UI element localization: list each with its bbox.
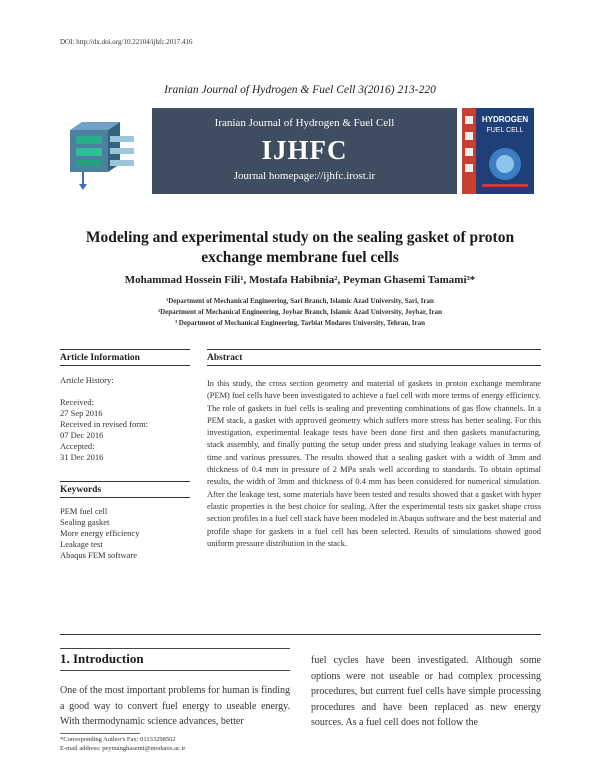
accepted-label: Accepted: (60, 441, 95, 451)
paper-title: Modeling and experimental study on the sealing gasket of proton exchange membrane fuel cells (85, 229, 515, 266)
journal-banner (152, 108, 457, 194)
received-label: Received: (60, 397, 94, 407)
keywords-heading: Keywords (60, 485, 102, 495)
revised-date: 07 Dec 2016 (60, 430, 104, 440)
intro-bottom-rule (60, 670, 290, 671)
keyword-item: Leakage test (60, 539, 103, 549)
email-footnote[interactable]: E-mail address: peymanghasemi@modares.ac.ir (60, 745, 186, 752)
abstract-heading: Abstract (207, 353, 243, 363)
corresponding-author-footnote: *Corresponding Author's Fax: 01133298502 (60, 736, 176, 743)
keyword-item: Sealing gasket (60, 517, 110, 527)
revised-label: Received in revised form: (60, 419, 149, 429)
affiliation-2: ²Department of Mechanical Engineering, Joybar Branch, Islamic Azad University, Joybar, Iran (157, 308, 443, 316)
doi-line[interactable]: DOI: http://dx.doi.org/10.22104/ijhfc.2017.416 (60, 38, 193, 46)
keyword-item: More energy efficiency (60, 528, 140, 538)
article-info-bottom-rule (60, 365, 190, 366)
affiliation-3: ³ Department of Mechanical Engineering, Tarbiat Modares University, Tehran, Iran (174, 319, 426, 327)
journal-name: Iranian Journal of Hydrogen & Fuel Cell (214, 117, 395, 129)
received-date: 27 Sep 2016 (60, 408, 103, 418)
fuel-cell-logo-icon (60, 108, 150, 194)
front-matter-end-rule (60, 634, 541, 635)
journal-abbreviation: IJHFC (261, 135, 348, 165)
article-history-label: Article History: (60, 375, 114, 385)
keyword-item: PEM fuel cell (60, 506, 108, 516)
cover-title-line-1: HYDROGEN (481, 115, 529, 124)
journal-cover-image (462, 108, 534, 194)
introduction-text-right-column: fuel cycles have been investigated. Although some options were not useable or had complex processing procedures, but current fuel cells have simple processing procedures and have been replaced as new energy sources. As a fuel cell does not follow the (311, 655, 541, 728)
journal-logo (60, 108, 150, 194)
introduction-text-left-column: One of the most important problems for human is finding a good way to convert fuel energy to useable energy. With thermodynamic science advances, better (60, 685, 290, 727)
abstract-bottom-rule (207, 365, 541, 366)
journal-citation: Iranian Journal of Hydrogen & Fuel Cell 3(2016) 213-220 (164, 84, 436, 96)
accepted-date: 31 Dec 2016 (60, 452, 104, 462)
journal-homepage-link[interactable]: Journal homepage://ijhfc.irost.ir (233, 170, 376, 182)
intro-top-rule (60, 648, 290, 649)
abstract-text: In this study, the cross section geometry and material of gaskets in proton exchange membrane (PEM) fuel cells have been investigated to achieve a fuel cell with more terms of energy efficiency. The role of gaskets in fuel cells is sealing and preventing combinations of gas flow channels. In a PEM stack, a gasket with approved geometry which suffers more stress has better sealing. For this investigation, experimental leakage tests have been done first and then gaskets manufacturing, stack assembly, and finally putting the setup under press and studying leakage values in terms of time and various pressures. The results showed that a sealing gasket with a width of 3mm and thickness of 0.4 mm in pressure of 2 MPa seals well according to standards. To obtain optimal results, the width of 3mm and thickness of 0.4 mm has been considered for numerical simulation. After the leakage test, some materials have been tested and results showed that a gasket with hyper elastic properties is the best choice for sealing. After the experimental tests six gasket shape cross section profiles in a fuel cell stack have been modeled in Abaqus software and the best material and profile shape for gaskets in a fuel cell has been selected. Results of simulations showed good uniform pressure distribution in the stack. (207, 379, 541, 548)
keywords-bottom-rule (60, 497, 190, 498)
cover-art-icon (462, 108, 534, 194)
footnote-rule (60, 733, 140, 734)
author-list: Mohammad Hossein Fili¹, Mostafa Habibnia², Peyman Ghasemi Tamami³* (124, 274, 476, 286)
cover-title-line-2: FUEL CELL (486, 127, 524, 134)
keyword-item: Abaqus FEM software (60, 550, 137, 560)
article-info-heading: Article Information (60, 353, 140, 363)
affiliation-1: ¹Department of Mechanical Engineering, Sari Branch, Islamic Azad University, Sari, Iran (166, 297, 434, 305)
abstract-top-rule (207, 349, 541, 350)
introduction-heading: 1. Introduction (60, 651, 144, 666)
keywords-top-rule (60, 481, 190, 482)
article-info-top-rule (60, 349, 190, 350)
